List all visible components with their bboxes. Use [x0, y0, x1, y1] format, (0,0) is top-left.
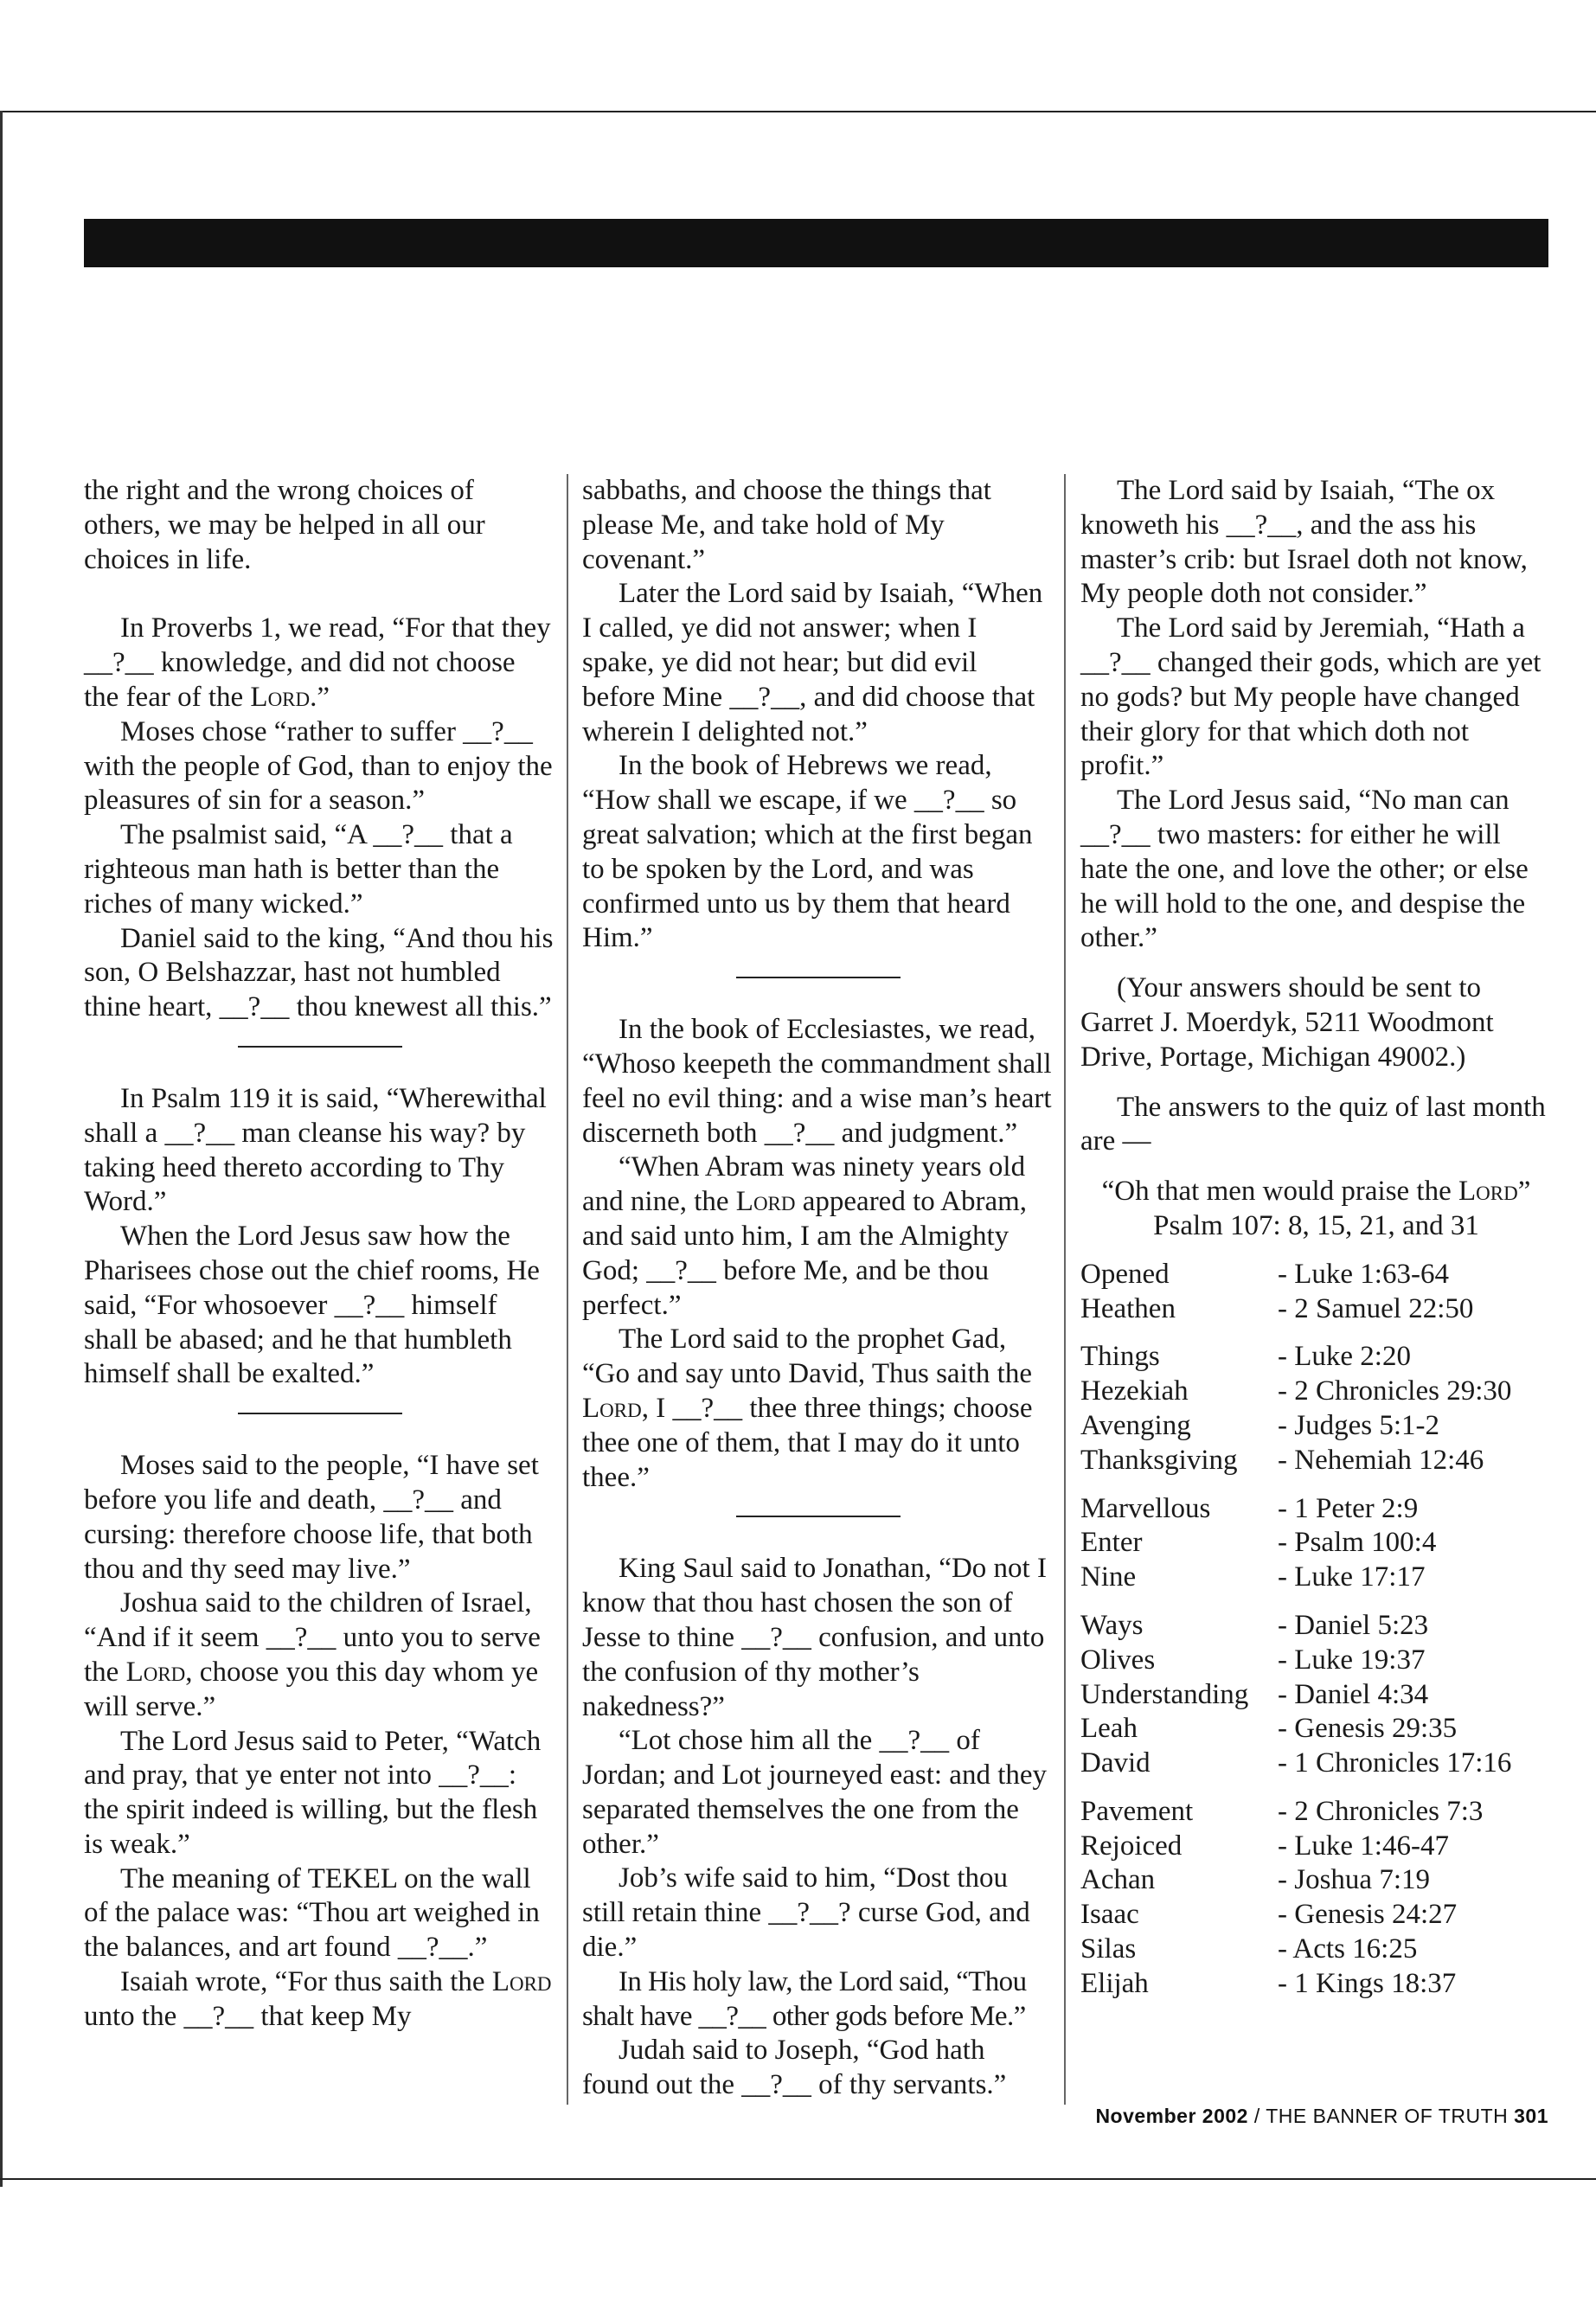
paragraph: In the book of Hebrews we read, “How shall we escape, if we __?__ so great salvation; which at the first began to be spoken by the Lord, and was confirmed unto us by them that heard Him.”	[582, 750, 1033, 954]
paragraph: King Saul said to Jonathan, “Do not I know that thou hast chosen the son of Jesse to thine __?__ confusion, and unto the confusion of thy mother’s nakedness?”	[582, 1553, 1047, 1722]
answer-ref: - 1 Peter 2:9	[1278, 1492, 1419, 1524]
paragraph: Daniel said to the king, “And thou his son, O Belshazzar, hast not humbled thine heart, __?__ thou knewest all this.”	[84, 922, 554, 1023]
answer-ref: - Luke 1:63-64	[1278, 1258, 1449, 1290]
answer-row	[1080, 1258, 1552, 1292]
answer-row	[1080, 1526, 1552, 1561]
answer-word: Elijah	[1080, 1967, 1149, 1999]
answer-ref: - Psalm 100:4	[1278, 1527, 1437, 1559]
answer-word: Silas	[1080, 1933, 1137, 1965]
answer-word: Isaac	[1080, 1899, 1139, 1931]
answer-ref: - 2 Samuel 22:50	[1278, 1292, 1474, 1324]
answer-group	[1080, 1795, 1552, 2002]
answer-row	[1080, 1863, 1552, 1898]
column-1	[84, 474, 555, 2035]
paragraph: Later the Lord said by Isaiah, “When I called, ye did not answer; when I spake, ye did not hear; but did evil before Mine __?__, and did choose that wherein I delighted not.”	[582, 578, 1043, 747]
paragraph: In Psalm 119 it is said, “Wherewithal shall a __?__ man cleanse his way? by taking heed thereto according to Thy Word.”	[84, 1082, 547, 1218]
answer-ref: - Luke 1:46-47	[1278, 1830, 1449, 1862]
page-footer	[1038, 2105, 1548, 2128]
answer-word: Hezekiah	[1080, 1375, 1189, 1407]
paragraph: The Lord said by Jeremiah, “Hath a __?__ changed their gods, which are yet no gods? but My people have changed their glory for that which doth not profit.”	[1080, 612, 1542, 782]
answer-word: David	[1080, 1747, 1151, 1779]
paragraph: In Proverbs 1, we read, “For that they __?__ knowledge, and did not choose the fear of the Lord.”	[84, 612, 551, 713]
answer-word: Achan	[1080, 1864, 1156, 1896]
column-2	[582, 474, 1054, 2103]
paragraph: Judah said to Joseph, “God hath found out the __?__ of thy servants.”	[582, 2035, 1007, 2101]
paragraph: When the Lord Jesus saw how the Pharisees chose out the chief rooms, He said, “For whosoever __?__ himself shall be abased; and he that humbleth himself shall be exalted.”	[84, 1221, 540, 1390]
answer-ref: - Nehemiah 12:46	[1278, 1444, 1484, 1476]
section-divider	[238, 1413, 402, 1414]
answer-row	[1080, 1409, 1552, 1444]
answer-row	[1080, 1747, 1552, 1781]
paragraph: The psalmist said, “A __?__ that a righteous man hath is better than the riches of many wicked.”	[84, 819, 513, 920]
answer-ref: - Genesis 24:27	[1278, 1899, 1458, 1931]
answer-word: Olives	[1080, 1644, 1156, 1676]
paragraph: Joshua said to the children of Israel, “And if it seem __?__ unto you to serve the Lord, choose you this day whom ye will serve.”	[84, 1587, 541, 1722]
bottom-rule	[0, 2178, 1596, 2180]
paragraph: sabbaths, and choose the things that please Me, and take hold of My covenant.”	[582, 475, 991, 575]
answer-word: Leah	[1080, 1713, 1138, 1745]
answer-group	[1080, 1492, 1552, 1595]
paragraph: The Lord Jesus said, “No man can __?__ two masters: for either he will hate the one, and love the other; or else he will hold to the one, and despise the other.”	[1080, 785, 1529, 954]
answer-group	[1080, 1609, 1552, 1781]
address-note: (Your answers should be sent to Garret J. Moerdyk, 5211 Woodmont Drive, Portage, Michigan 49002.)	[1080, 972, 1494, 1073]
answer-ref: - 1 Chronicles 17:16	[1278, 1747, 1512, 1779]
paragraph: “When Abram was ninety years old and nine, the Lord appeared to Abram, and said unto him, I am the Almighty God; __?__ before Me, and be thou perfect.”	[582, 1151, 1028, 1321]
footer-page-number: 301	[1514, 2105, 1548, 2127]
section-divider	[238, 1046, 402, 1048]
answer-group	[1080, 1340, 1552, 1477]
answer-row	[1080, 1898, 1552, 1932]
answer-row	[1080, 1609, 1552, 1644]
answer-ref: - Acts 16:25	[1278, 1933, 1418, 1965]
answer-word: Avenging	[1080, 1409, 1191, 1441]
paragraph: “Lot chose him all the __?__ of Jordan; and Lot journeyed east: and they separated themselves the one from the other.”	[582, 1725, 1048, 1860]
answer-row	[1080, 1830, 1552, 1864]
answer-ref: - Judges 5:1-2	[1278, 1409, 1439, 1441]
paragraph: Moses said to the people, “I have set before you life and death, __?__ and cursing: therefore choose life, that both thou and thy seed may live.”	[84, 1450, 539, 1585]
paragraph: The meaning of TEKEL on the wall of the palace was: “Thou art weighed in the balances, and art found __?__.”	[84, 1862, 540, 1964]
paragraph: Job’s wife said to him, “Dost thou still retain thine __?__? curse God, and die.”	[582, 1862, 1030, 1964]
answer-row	[1080, 1292, 1552, 1327]
answer-ref: - 1 Kings 18:37	[1278, 1967, 1457, 1999]
answer-list	[1080, 1258, 1552, 2002]
answer-row	[1080, 1678, 1552, 1713]
paragraph: The Lord said by Isaiah, “The ox knoweth his __?__, and the ass his master’s crib: but Israel doth not know, My people doth not consider.”	[1080, 475, 1528, 610]
paragraph: The Lord said to the prophet Gad, “Go and say unto David, Thus saith the Lord, I __?__ thee three things; choose thee one of them, that I may do it unto thee.”	[582, 1324, 1033, 1493]
answer-row	[1080, 1561, 1552, 1595]
column-rule	[1064, 474, 1066, 2105]
top-rule	[0, 111, 1596, 112]
answer-word: Ways	[1080, 1609, 1144, 1641]
answer-word: Thanksgiving	[1080, 1444, 1238, 1476]
answer-word: Opened	[1080, 1258, 1170, 1290]
answer-ref: - 2 Chronicles 29:30	[1278, 1375, 1512, 1407]
section-divider	[736, 977, 901, 978]
answer-row	[1080, 1932, 1552, 1967]
answer-quote: “Oh that men would praise the Lord”	[1101, 1176, 1531, 1208]
answer-word: Enter	[1080, 1527, 1143, 1559]
column-3	[1080, 474, 1552, 2002]
paragraph: In the book of Ecclesiastes, we read, “Whoso keepeth the commandment shall feel no evil thing: and a wise man’s heart discerneth both __?__ and judgment.”	[582, 1014, 1052, 1149]
paragraph: the right and the wrong choices of others, we may be helped in all our choices in life.	[84, 475, 485, 575]
footer-date: November 2002	[1095, 2105, 1248, 2127]
answer-ref: - Luke 19:37	[1278, 1644, 1426, 1676]
answer-row	[1080, 1444, 1552, 1478]
answer-ref: - Luke 2:20	[1278, 1341, 1411, 1373]
answer-word: Rejoiced	[1080, 1830, 1183, 1862]
answer-ref: - Daniel 5:23	[1278, 1609, 1429, 1641]
paragraph: Isaiah wrote, “For thus saith the Lord unto the __?__ that keep My	[84, 1966, 552, 2032]
answer-row	[1080, 1967, 1552, 2002]
answer-row	[1080, 1340, 1552, 1375]
answer-ref: - Luke 17:17	[1278, 1561, 1426, 1593]
answer-word: Pavement	[1080, 1795, 1194, 1827]
paragraph: In His holy law, the Lord said, “Thou shalt have __?__ other gods before Me.”	[582, 1965, 1027, 2032]
section-divider	[736, 1516, 901, 1517]
answer-row	[1080, 1795, 1552, 1830]
answer-row	[1080, 1375, 1552, 1409]
answer-ref: - Daniel 4:34	[1278, 1678, 1429, 1710]
answer-group	[1080, 1258, 1552, 1327]
answer-reference: Psalm 107: 8, 15, 21, and 31	[1153, 1209, 1479, 1241]
answer-row	[1080, 1712, 1552, 1747]
paragraph: Moses chose “rather to suffer __?__ with the people of God, than to enjoy the pleasures of sin for a season.”	[84, 715, 553, 817]
answer-row	[1080, 1644, 1552, 1678]
answer-word: Marvellous	[1080, 1492, 1211, 1524]
answer-word: Heathen	[1080, 1292, 1176, 1324]
footer-separator: /	[1253, 2105, 1260, 2127]
paragraph: The answers to the quiz of last month are —	[1080, 1091, 1546, 1157]
answer-word: Things	[1080, 1341, 1160, 1373]
column-rule	[567, 474, 568, 2105]
paragraph: The Lord Jesus said to Peter, “Watch and pray, that ye enter not into __?__: the spirit indeed is willing, but the flesh is weak.”	[84, 1725, 542, 1860]
page-edge	[0, 111, 3, 2187]
answer-ref: - 2 Chronicles 7:3	[1278, 1795, 1484, 1827]
answer-word: Understanding	[1080, 1678, 1249, 1710]
answer-ref: - Joshua 7:19	[1278, 1864, 1430, 1896]
answer-word: Nine	[1080, 1561, 1137, 1593]
answer-ref: - Genesis 29:35	[1278, 1713, 1458, 1745]
header-bar	[84, 219, 1548, 267]
answer-row	[1080, 1492, 1552, 1527]
footer-publication: THE BANNER OF TRUTH	[1266, 2105, 1509, 2127]
